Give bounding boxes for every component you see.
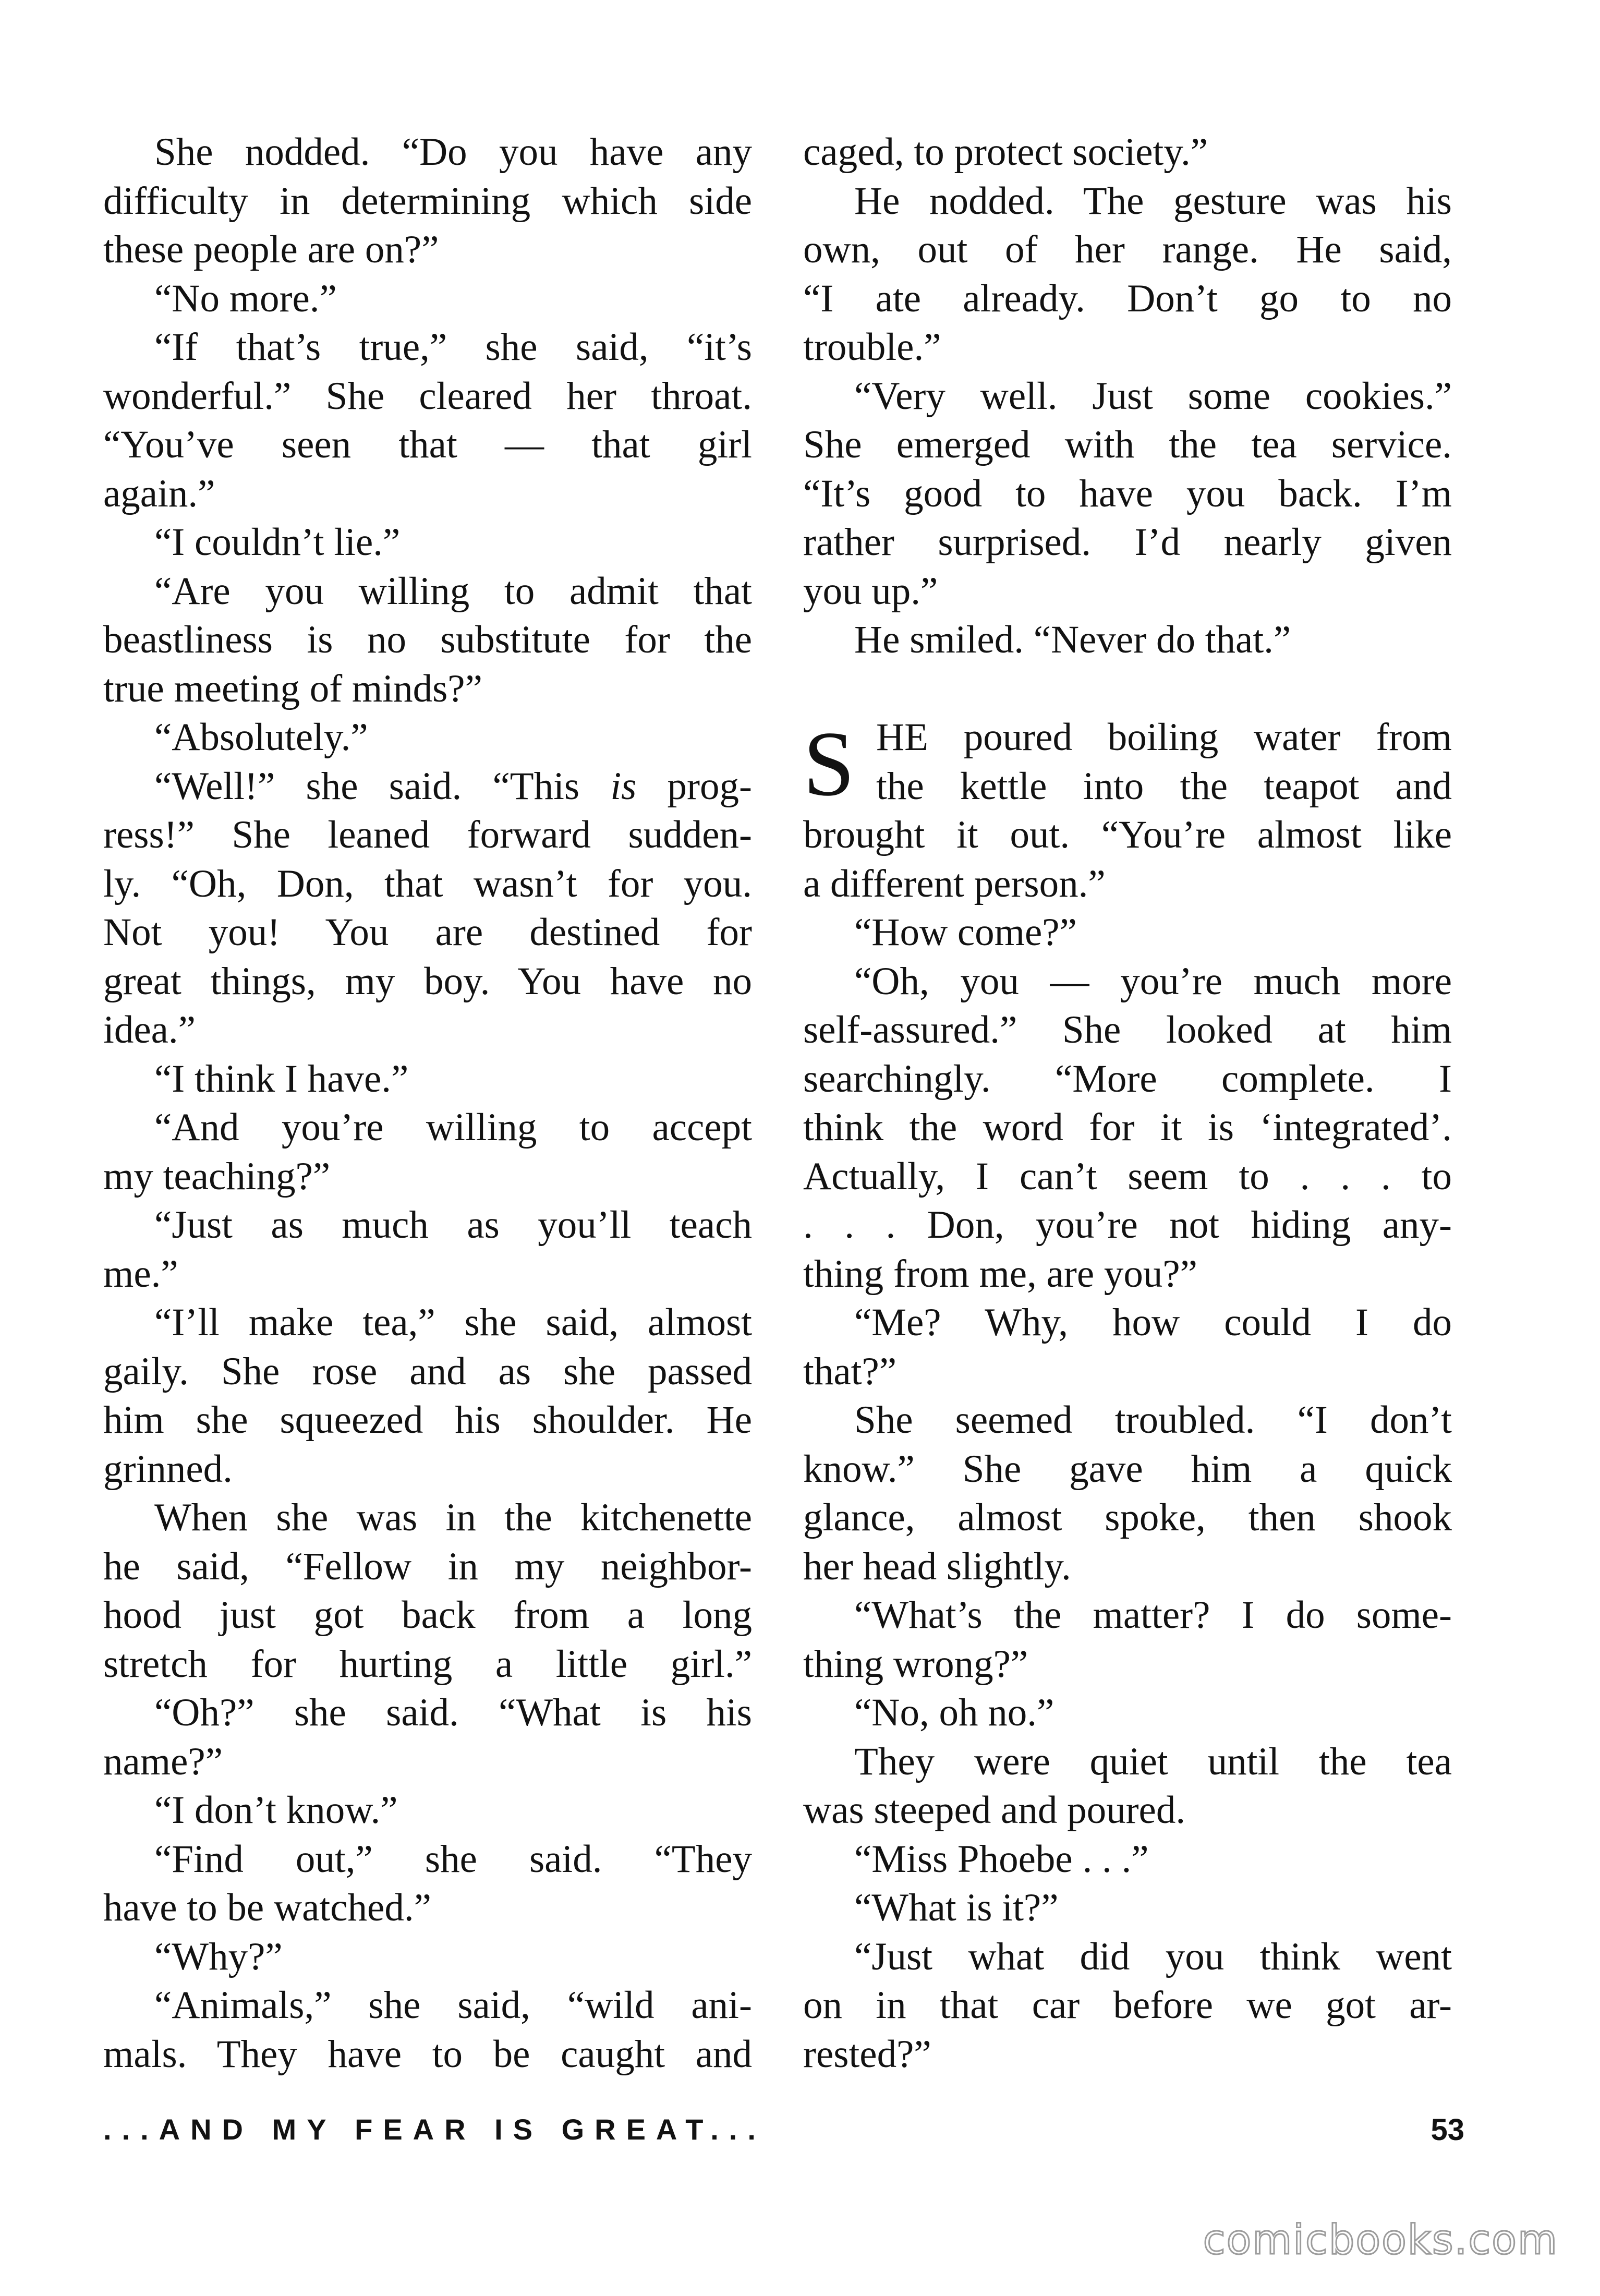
text-line — [803, 957, 1452, 1006]
text-line — [803, 225, 1452, 274]
text-segment: have to be watched.” — [103, 1886, 431, 1929]
text-line — [103, 1493, 752, 1542]
text-line — [103, 2030, 752, 2079]
text-line — [103, 177, 752, 226]
text-segment: “Absolutely.” — [154, 716, 368, 759]
text-segment: know.” She gave him a quick — [803, 1447, 1452, 1491]
text-line — [803, 1981, 1452, 2030]
text-line — [103, 274, 752, 323]
text-segment: ly. “Oh, Don, that wasn’t for you. — [103, 862, 752, 905]
text-segment: rather surprised. I’d nearly given — [803, 521, 1452, 564]
text-segment: name?” — [103, 1739, 223, 1783]
text-segment: “It’s good to have you back. I’m — [803, 472, 1452, 515]
text-segment: mals. They have to be caught and — [103, 2032, 752, 2076]
text-line — [803, 1493, 1452, 1542]
text-line — [103, 469, 752, 518]
right-column-bottom — [803, 811, 1452, 2079]
text-segment: own, out of her range. He said, — [803, 228, 1452, 271]
text-line — [103, 762, 752, 811]
text-segment: prog- — [636, 764, 753, 808]
text-segment: brought it out. “You’re almost like — [803, 813, 1452, 856]
text-line — [803, 1932, 1452, 1981]
text-segment: “Oh?” she said. “What is his — [154, 1691, 752, 1734]
text-segment: trouble.” — [803, 325, 941, 369]
text-line — [803, 1006, 1452, 1055]
text-segment: “I think I have.” — [154, 1057, 409, 1101]
text-line — [103, 1640, 752, 1689]
text-segment: thing wrong?” — [803, 1642, 1028, 1686]
text-segment: true meeting of minds?” — [103, 667, 482, 710]
text-segment: “What’s the matter? I do some- — [854, 1593, 1452, 1637]
text-line — [803, 1152, 1452, 1201]
text-line — [103, 372, 752, 421]
text-segment: “And you’re willing to accept — [154, 1106, 752, 1149]
text-line — [803, 128, 1452, 177]
text-segment: She nodded. “Do you have any — [154, 130, 752, 174]
text-segment: “No more.” — [154, 276, 337, 320]
text-line — [103, 128, 752, 177]
text-segment: “Animals,” she said, “wild ani- — [154, 1984, 752, 2027]
text-segment: a different person.” — [803, 862, 1106, 905]
text-segment: that?” — [803, 1349, 897, 1393]
text-line — [103, 225, 752, 274]
text-line — [103, 1152, 752, 1201]
text-line — [103, 1835, 752, 1884]
text-line — [803, 323, 1452, 372]
text-line — [803, 1103, 1452, 1152]
text-segment: again.” — [103, 472, 215, 515]
text-line — [803, 518, 1452, 567]
drop-cap-line-2-text: the kettle into the teapot and — [876, 764, 1452, 808]
text-line — [803, 1542, 1452, 1591]
text-segment: thing from me, are you?” — [803, 1252, 1197, 1296]
watermark-text: comicbooks.com — [1203, 2217, 1558, 2264]
text-segment: searchingly. “More complete. I — [803, 1057, 1452, 1101]
text-segment: “No, oh no.” — [854, 1691, 1054, 1734]
text-line — [803, 1347, 1452, 1396]
text-line — [803, 567, 1452, 616]
text-line — [103, 1688, 752, 1737]
text-segment: think the word for it is ‘integrated’. — [803, 1106, 1452, 1149]
text-segment: “What is it?” — [854, 1886, 1059, 1929]
left-column — [103, 128, 752, 2079]
text-segment: “I ate already. Don’t go to no — [803, 276, 1452, 320]
text-line — [103, 1883, 752, 1932]
text-segment: Actually, I can’t seem to . . . to — [803, 1154, 1452, 1198]
text-line — [103, 1250, 752, 1299]
text-segment: my teaching?” — [103, 1154, 331, 1198]
text-line — [103, 1737, 752, 1786]
text-line — [803, 1396, 1452, 1445]
text-line — [803, 2030, 1452, 2079]
text-line — [803, 469, 1452, 518]
text-segment: “Just what did you think went — [854, 1935, 1452, 1978]
text-segment: rested?” — [803, 2032, 931, 2076]
text-segment: “Me? Why, how could I do — [854, 1301, 1452, 1344]
text-line — [803, 860, 1452, 909]
text-segment: you up.” — [803, 569, 938, 613]
text-line — [103, 811, 752, 860]
text-segment: idea.” — [103, 1008, 196, 1052]
text-line — [803, 908, 1452, 957]
text-segment: “Find out,” she said. “They — [154, 1837, 752, 1881]
text-line — [803, 1445, 1452, 1494]
text-line — [803, 372, 1452, 421]
text-segment: He nodded. The gesture was his — [854, 179, 1452, 223]
text-line — [103, 1932, 752, 1981]
text-line — [103, 567, 752, 616]
text-segment: wonderful.” She cleared her throat. — [103, 374, 752, 418]
text-segment: She seemed troubled. “I don’t — [854, 1398, 1452, 1442]
text-line — [103, 1103, 752, 1152]
text-line — [803, 1883, 1452, 1932]
text-line — [803, 274, 1452, 323]
text-segment: glance, almost spoke, then shook — [803, 1496, 1452, 1539]
text-line — [103, 323, 752, 372]
text-line — [803, 1591, 1452, 1640]
text-segment: “Well!” she said. “This — [154, 764, 611, 808]
text-line — [803, 1298, 1452, 1347]
text-segment: Not you! You are destined for — [103, 911, 752, 954]
text-segment: . . . Don, you’re not hiding any- — [803, 1203, 1452, 1247]
text-segment: was steeped and poured. — [803, 1789, 1186, 1832]
text-line — [803, 1786, 1452, 1835]
text-line — [803, 177, 1452, 226]
text-segment: he said, “Fellow in my neighbor- — [103, 1544, 752, 1588]
text-line — [803, 1201, 1452, 1250]
text-segment: He smiled. “Never do that.” — [854, 618, 1291, 661]
text-line — [103, 1396, 752, 1445]
text-line — [803, 420, 1452, 469]
text-segment: “Very well. Just some cookies.” — [854, 374, 1452, 418]
text-line — [803, 1640, 1452, 1689]
text-line — [103, 957, 752, 1006]
text-segment: these people are on?” — [103, 228, 439, 271]
text-segment: beastliness is no substitute for the — [103, 618, 752, 661]
running-footer-title: ...AND MY FEAR IS GREAT... — [103, 2113, 766, 2146]
text-line — [103, 1981, 752, 2030]
text-segment: “How come?” — [854, 911, 1077, 954]
text-line — [103, 420, 752, 469]
drop-cap-line-1-text: HE poured boiling water from — [876, 716, 1452, 759]
text-line — [103, 908, 752, 957]
text-line — [103, 1347, 752, 1396]
text-line — [803, 1835, 1452, 1884]
text-segment: gaily. She rose and as she passed — [103, 1349, 752, 1393]
text-segment: great things, my boy. You have no — [103, 959, 752, 1003]
text-line — [103, 1445, 752, 1494]
text-segment: “I couldn’t lie.” — [154, 521, 401, 564]
text-segment: me.” — [103, 1252, 178, 1296]
text-segment: “Why?” — [154, 1935, 283, 1978]
text-segment: “I’ll make tea,” she said, almost — [154, 1301, 752, 1344]
drop-cap-line-2 — [803, 762, 1452, 811]
drop-cap-letter: S — [803, 712, 855, 815]
text-line — [103, 713, 752, 762]
text-segment: They were quiet until the tea — [854, 1739, 1452, 1783]
text-line — [103, 1786, 752, 1835]
text-segment: She emerged with the tea service. — [803, 423, 1452, 466]
section-break — [803, 664, 1452, 714]
text-line — [103, 1006, 752, 1055]
text-segment: “Are you willing to admit that — [154, 569, 752, 613]
text-line — [103, 1591, 752, 1640]
text-segment: “Miss Phoebe . . .” — [854, 1837, 1149, 1881]
text-line — [103, 1298, 752, 1347]
text-segment: caged, to protect society.” — [803, 130, 1208, 174]
text-line — [803, 1688, 1452, 1737]
text-line — [103, 664, 752, 714]
text-line — [103, 1201, 752, 1250]
emphasis-text: is — [610, 764, 637, 808]
text-segment: stretch for hurting a little girl.” — [103, 1642, 752, 1686]
text-line — [803, 1737, 1452, 1786]
text-line — [103, 1055, 752, 1104]
text-line — [103, 1542, 752, 1591]
text-segment: her head slightly. — [803, 1544, 1071, 1588]
text-segment: difficulty in determining which side — [103, 179, 752, 223]
text-segment: grinned. — [103, 1447, 233, 1491]
page-number: 53 — [1431, 2113, 1464, 2147]
text-line — [803, 811, 1452, 860]
text-line — [103, 615, 752, 664]
text-segment: hood just got back from a long — [103, 1593, 752, 1637]
right-column-top — [803, 128, 1452, 664]
text-segment: “Oh, you — you’re much more — [854, 959, 1452, 1003]
text-line — [803, 1250, 1452, 1299]
text-segment: “Just as much as you’ll teach — [154, 1203, 752, 1247]
text-segment: “I don’t know.” — [154, 1789, 398, 1832]
text-segment: “If that’s true,” she said, “it’s — [154, 325, 752, 369]
text-segment: him she squeezed his shoulder. He — [103, 1398, 752, 1442]
text-line — [103, 860, 752, 909]
right-column — [803, 128, 1452, 2079]
text-line — [803, 615, 1452, 664]
text-segment: When she was in the kitchenette — [154, 1496, 752, 1539]
text-line — [803, 1055, 1452, 1104]
text-segment: ress!” She leaned forward sudden- — [103, 813, 752, 856]
text-segment: self-assured.” She looked at him — [803, 1008, 1452, 1052]
text-line — [103, 518, 752, 567]
text-segment: on in that car before we got ar- — [803, 1984, 1452, 2027]
text-segment: “You’ve seen that — that girl — [103, 423, 752, 466]
